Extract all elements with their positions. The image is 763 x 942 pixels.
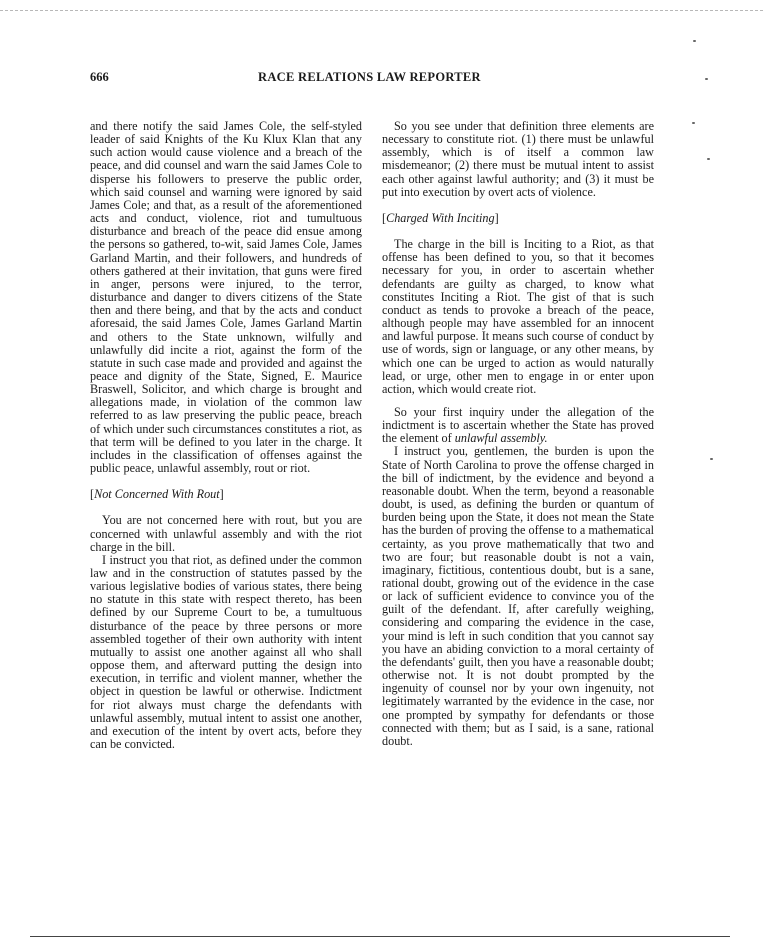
scan-speck	[692, 122, 695, 124]
running-head: RACE RELATIONS LAW REPORTER	[258, 70, 481, 84]
section-heading-inciting-text: Charged With Inciting	[386, 210, 495, 225]
top-edge-rule	[0, 10, 763, 11]
right-paragraph-1: So you see under that definition three elements are necessary to constitute riot. (1) there must be unlawful assembly, which is of itself a common law misdemeanor; (2) there must be mutual intent to assist each other against lawful authority; and (3) it must be put into execution by overt acts of violence.	[382, 119, 654, 199]
bottom-edge-rule	[30, 936, 730, 937]
scan-speck	[710, 458, 713, 460]
right-paragraph-4: I instruct you, gentlemen, the burden is upon the State of North Carolina to prove the offense charged in the bill of indictment, by the evidence and beyond a reasonable doubt. When the term, beyond a reasonable doubt, is used, as defining the burden or quantum of burden being upon the State, it does not mean the State has the burden of proving the offense to a mathematical certainty, as you prove mathematically that two and two are four; but reasonable doubt is not a vain, imaginary, fictitious, contentious doubt, but is a sane, rational doubt, growing out of the evidence in the case or lack of sufficient evidence to convince you of the guilt of the defendant. If, after carefully weighing, considering and comparing the evidence in the case, your mind is left in such condition that you cannot say you have an abiding conviction to a moral certainty of the defendants' guilt, then you have a reasonable doubt; otherwise not. It is not doubt prompted by the ingenuity of counsel nor by your own ingenuity, not legitimately warranted by the evidence in the case, nor one prompted by sympathy for defendants or those connected with them; but as I said, is a sane, rational doubt.	[382, 444, 654, 748]
left-paragraph-1: and there notify the said James Cole, the self-styled leader of said Knights of the Ku Klux Klan that any such action would cause violence and a breach of the peace, and did counsel and warn the said James Cole to disperse his followers to preserve the public order, which said counsel and warning were ignored by said James Cole; and that, as a result of the aforementioned acts and conduct, violence, riot and tumultuous disturbance and breach of the peace did ensue among the persons so gathered, to-wit, said James Cole, James Garland Martin, and their followers, and hundreds of others gathered at their invitation, that guns were fired in anger, persons were injured, to the terror, disturbance and danger to divers citizens of the State then and there being, and that by the acts and conduct aforesaid, the said James Cole, James Garland Martin and others to the State unknown, wilfully and unlawfully did incite a riot, against the form of the statute in such case made and provided and against the peace and dignity of the State, Signed, E. Maurice Braswell, Solicitor, and which charge is brought and allegations made, in violation of the common law referred to as law preserving the public peace, breach of which under such circumstances constitutes a riot, as that term will be defined to you later in the charge. It includes in the classification of offenses against the public peace, unlawful assembly, rout or riot.	[90, 119, 362, 476]
section-heading-rout: [Not Concerned With Rout]	[90, 487, 224, 502]
page-header	[90, 70, 690, 92]
scan-speck	[693, 40, 696, 42]
section-heading-rout-text: Not Concerned With Rout	[94, 487, 220, 502]
right-paragraph-2: The charge in the bill is Inciting to a Riot, as that offense has been defined to you, so that it becomes necessary for you, in order to ascertain whether defendants are guilty as charged, to know what constitutes Inciting a Riot. The gist of that is such conduct as tends to provoke a breach of the peace, although people may have assembled for an innocent and lawful purpose. It means such course of conduct by use of words, sign or language, or any other means, by which one can be urged to action as would naturally lead, or urge, other men to engage in or enter upon action, which would create riot.	[382, 237, 654, 396]
scan-speck	[705, 78, 708, 80]
right-paragraph-3-text: So your first inquiry under the allegation of the indictment is to ascertain whether the State has proved the element of	[382, 404, 654, 446]
left-paragraph-3: I instruct you that riot, as defined under the common law and in the construction of statutes passed by the various legislative bodies of various states, there being no statute in this state with respect thereto, has been defined by our Supreme Court to be, a tumultuous disturbance of the peace by three persons or more assembled together of their own authority with intent mutually to assist one another against all who shall oppose them, and afterward putting the design into execution, in terrific and violent manner, whether the object in question be lawful or otherwise. Indictment for riot always must charge the defendants with unlawful assembly, mutual intent to assist one another, and execution of the intent by overt acts, before they can be convicted.	[90, 552, 362, 752]
page-number: 666	[90, 70, 109, 84]
right-paragraph-3	[382, 406, 654, 445]
left-column	[90, 120, 362, 751]
unlawful-assembly-phrase: unlawful assembly.	[454, 431, 548, 446]
right-column	[382, 120, 654, 748]
scan-speck	[707, 158, 710, 160]
left-paragraph-2: You are not concerned here with rout, but you are concerned with unlawful assembly and with the riot charge in the bill.	[90, 513, 362, 554]
section-heading-inciting: [Charged With Inciting]	[382, 210, 499, 225]
